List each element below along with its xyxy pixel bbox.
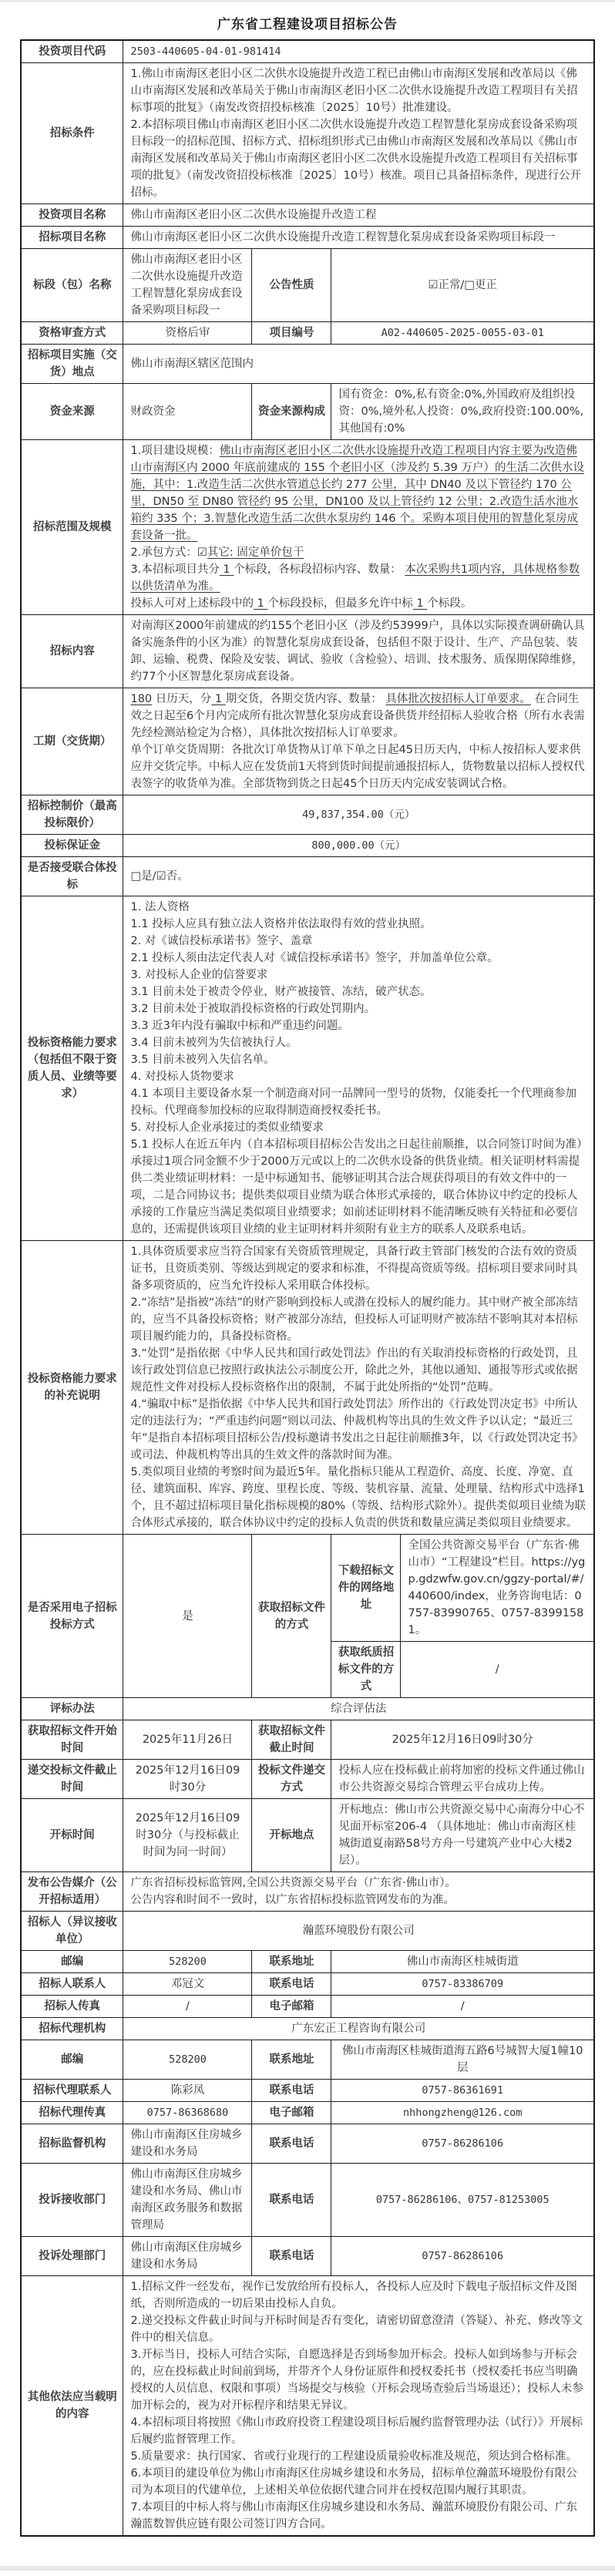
table-row xyxy=(21,40,594,63)
table-row xyxy=(21,795,594,835)
download-url-label: 下载招标文件的网络地址 xyxy=(331,1535,401,1642)
section-name-value: 佛山市南海区老旧小区二次供水设施提升改造工程智慧化泵房成套设备采购项目标段一 xyxy=(123,249,252,322)
table-row xyxy=(21,835,594,857)
table-row xyxy=(21,857,594,896)
tenderer-contact-label: 招标人联系人 xyxy=(21,1973,123,1996)
doc-obtain-end-value: 2025年12月16日09时30分 xyxy=(331,1720,594,1760)
bid-submission-method-label: 投标文件递交方式 xyxy=(252,1760,331,1799)
table-row xyxy=(21,2080,594,2102)
tenderer-value: 瀚蓝环境股份有限公司 xyxy=(123,1912,594,1951)
agency-phone-label: 联系电话 xyxy=(252,2080,331,2102)
paragraph: 2. 对《诚信投标承诺书》签字、盖章 xyxy=(130,935,313,947)
electronic-bidding-label: 是否采用电子招标投标方式 xyxy=(21,1535,123,1698)
control-price-label: 招标控制价（最高投标限价） xyxy=(21,795,123,835)
tenderer-email-value: / xyxy=(331,1996,594,2018)
table-row xyxy=(21,204,594,227)
supervision-phone-value: 0757-86286106 xyxy=(331,2124,594,2164)
paragraph: 3.本招标项目共分 1 个标段，各标段招标内容、数量： 本次采购共1项内容，具体规格参数以供货清单为准。 xyxy=(130,563,580,593)
paragraph: 1.佛山市南海区老旧小区二次供水设施提升改造工程已由佛山市南海区发展和改革局以《佛山市南海区发展和改革局关于佛山市南海区老旧小区二次供水设施提升改造工程项目有关招标事项的批复》（南发改资招投标核准〔2025〕10号）批准建设。 xyxy=(130,68,578,114)
project-number-value: A02-440605-2025-0055-03-01 xyxy=(331,322,594,345)
complaint-receive-label: 投诉接收部门 xyxy=(21,2164,123,2237)
table-row xyxy=(21,1720,594,1760)
table-row xyxy=(21,2164,594,2237)
page-top-edge xyxy=(0,0,615,2)
agency-postcode-value: 528200 xyxy=(123,2040,252,2080)
bid-opening-time-value: 2025年12月16日09时30分（与投标截止时间为同一时间） xyxy=(123,1799,252,1872)
doc-obtain-method-label: 获取招标文件的方式 xyxy=(252,1535,331,1698)
paragraph: 4. 对投标人货物要求 xyxy=(130,1071,234,1083)
evaluation-method-label: 评标办法 xyxy=(21,1698,123,1720)
doc-obtain-end-label: 获取招标文件截止时间 xyxy=(252,1720,331,1760)
qualification-notes-label: 投标资格能力要求的补充说明 xyxy=(21,1241,123,1535)
tender-conditions-label: 招标条件 xyxy=(21,63,123,204)
delivery-period-label: 工期（交货期） xyxy=(21,688,123,795)
complaint-handle-label: 投诉处理部门 xyxy=(21,2237,123,2276)
agency-address-value: 佛山市南海区桂城街道海五路6号城智大厦1幢10层 xyxy=(331,2040,594,2080)
tenderer-postcode-label: 邮编 xyxy=(21,1951,123,1973)
control-price-value: 49,837,354.00（元） xyxy=(123,795,594,835)
paragraph: 6.本项目的建设单位为佛山市南海区住房城乡建设和水务局，招标单位瀚蓝环境股份有限公司为本项目的代建单位，上述相关单位依据代建合同并在授权范围内履行其职责。 xyxy=(130,2467,577,2497)
agency-fax-value: 0757-86368680 xyxy=(123,2102,252,2124)
paragraph: 180 日历天，分 1 期交货，各期交货内容、数量： 具体批次按招标人订单要求。 在合同生效之日起至6个月内完成所有批次智慧化泵房成套设备供货并经招标人验收合格（所有水表需先经检测站检定为合格），具体批次按招标人订单要求。 xyxy=(130,693,585,739)
tender-announcement-table xyxy=(20,39,595,2537)
paragraph: 3.3 近3年内没有骗取中标和严重违约问题。 xyxy=(130,1020,349,1032)
table-row xyxy=(21,1760,594,1799)
table-row xyxy=(21,688,594,795)
bid-opening-time-label: 开标时间 xyxy=(21,1799,123,1872)
bid-opening-place-label: 开标地点 xyxy=(252,1799,331,1872)
agency-address-label: 联系地址 xyxy=(252,2040,331,2080)
paragraph: 4.本招标项目将按照《佛山市政府投资工程建设项目标后履约监督管理办法（试行）》开展标后履约监督管理工作。 xyxy=(130,2416,583,2446)
paragraph: 3. 对投标人企业的信誉要求 xyxy=(130,969,268,981)
table-row xyxy=(21,1535,594,1642)
announcement-nature-label: 公告性质 xyxy=(252,249,331,322)
table-row xyxy=(21,2040,594,2080)
tender-content-label: 招标内容 xyxy=(21,615,123,688)
table-row xyxy=(21,249,594,322)
paragraph: 2.本招标项目佛山市南海区老旧小区二次供水设施提升改造工程智慧化泵房成套设备采购项目标段一的招标范围、招标方式、招标组织形式已由佛山市南海区发展和改革局以《佛山市南海区发展和改革局关于佛山市南海区老旧小区二次供水设施提升改造工程项目有关招标事项的批复》（南发改资招投标核准〔2025〕10号）核准。项目已具备招标条件，现进行公开招标。 xyxy=(130,119,582,199)
table-row xyxy=(21,1973,594,1996)
tender-scope-value xyxy=(123,440,594,615)
doc-obtain-start-value: 2025年11月26日 xyxy=(123,1720,252,1760)
paragraph: 4.1 本项目主要设备水泵一个制造商对同一品牌同一型号的货物，仅能委托一个代理商参加投标。代理商参加投标的应取得制造商授权委托书。 xyxy=(130,1088,577,1117)
fund-composition-label: 资金来源构成 xyxy=(252,384,331,440)
table-row xyxy=(21,2124,594,2164)
table-row xyxy=(21,384,594,440)
table-row xyxy=(21,1996,594,2018)
paragraph: 投标人可对上述标段中的 1 个标段投标，但最多允许中标 1 个标段。 xyxy=(130,597,472,610)
paragraph: 3.1 目前未处于被责令停业，财产被接管、冻结，破产状态。 xyxy=(130,986,432,998)
tender-scope-label: 招标范围及规模 xyxy=(21,440,123,615)
complaint-receive-phone-label: 联系电话 xyxy=(252,2164,331,2237)
page-bottom-edge xyxy=(0,2566,615,2571)
bid-opening-place-value: 开标地点：佛山市公共资源交易中心南海分中心不见面开标室206-4 （具体地址：佛山市南海区桂城街道夏南路58号方舟一号建筑产业中心大楼2层）。 xyxy=(331,1799,594,1872)
doc-obtain-start-label: 获取招标文件开始时间 xyxy=(21,1720,123,1760)
agency-email-value: nhhongzheng@126.com xyxy=(331,2102,594,2124)
qualification-review-label: 资格审查方式 xyxy=(21,322,123,345)
investment-code-value: 2503-440605-04-01-981414 xyxy=(123,40,594,63)
announcement-media-value xyxy=(123,1872,594,1912)
page-title: 广东省工程建设项目招标公告 xyxy=(217,17,398,32)
announcement-media-label: 发布公告媒介（公开招标适用） xyxy=(21,1872,123,1912)
agency-contact-label: 招标代理联系人 xyxy=(21,2080,123,2102)
table-row xyxy=(21,345,594,384)
tender-project-name-value: 佛山市南海区老旧小区二次供水设施提升改造工程智慧化泵房成套设备采购项目标段一 xyxy=(123,227,594,249)
table-row xyxy=(21,1799,594,1872)
section-name-label: 标段（包）名称 xyxy=(21,249,123,322)
qualification-review-value: 资格后审 xyxy=(123,322,252,345)
other-required-content-label: 其他依法应当载明的内容 xyxy=(21,2276,123,2537)
paragraph: 3.开标当日，投标人可结合实际，自愿选择是否到场参加开标会。投标人如到场参与开标会的，应在投标截止时间前到场，并带齐个人身份证原件和授权委托书（授权委托书应当明确授权的人员信息、权限和事项）当场提交与核验（开标会现场查验后当场退还）；投标人未参加开标会的，视为对开标程序和结果无异议。 xyxy=(130,2349,583,2412)
paragraph: 1.项目建设规模：佛山市南海区老旧小区二次供水设施提升改造工程项目内容主要为改造佛山市南海区内 2000 年底前建成的 155 个老旧小区（涉及约 5.39 万户）的生活二次供水设施，其中：1.改造生活二次供水管道总长约 277 公里，其中 DN40 及以下管径约 170 公里，DN50 至 DN80 管径约 95 公里，DN100 及以上管径约 12 公里；2.改造生活水池水箱约 335 个；3.智慧化改造生活二次供水泵房约 146 个。采购本项目使用的智慧化泵房成套设备一批。 xyxy=(130,445,584,542)
bidder-qualification-label: 投标资格能力要求（包括但不限于资质人员、业绩等要求） xyxy=(21,896,123,1241)
delivery-location-label: 招标项目实施（交货）地点 xyxy=(21,345,123,384)
paragraph: 单个订单交货周期：各批次订单货物从订单下单之日起45日历天内，中标人按招标人要求供应并交货完毕。中标人应在发货前1天将到货时间提前通报招标人，货物数量以招标人授权代表签字的收货单为准。全部货物到货之日起45个日历天内完成安装调试合格。 xyxy=(130,744,585,790)
agency-email-label: 电子邮箱 xyxy=(252,2102,331,2124)
table-row xyxy=(21,896,594,1241)
tenderer-address-label: 联系地址 xyxy=(252,1951,331,1973)
table-row xyxy=(21,1698,594,1720)
fund-composition-value: 国有资金：0%,私有资金:0%,外国政府及组织投资：0%,境外私人投资：0%,政府投资:100.00%,其他国有:0% xyxy=(331,384,594,440)
complaint-receive-phone-value: 0757-86286106、0757-81253005 xyxy=(331,2164,594,2237)
table-row xyxy=(21,322,594,345)
bid-bond-value: 800,000.00（元） xyxy=(123,835,594,857)
complaint-handle-value: 佛山市南海区住房城乡建设和水务局 xyxy=(123,2237,252,2276)
project-number-label: 项目编号 xyxy=(252,322,331,345)
supervision-agency-value: 佛山市南海区住房城乡建设和水务局 xyxy=(123,2124,252,2164)
paragraph: 2.“冻结”是指被“冻结”的财产影响到投标人或潜在投标人的履约能力。其中财产被全部冻结的，应当不具备投标资格；财产被部分冻结，但投标人可证明财产被冻结不影响其对本招标项目履约能力的，具备投标资格。 xyxy=(130,1296,578,1343)
table-row xyxy=(21,1241,594,1535)
delivery-period-value xyxy=(123,688,594,795)
table-row xyxy=(21,615,594,688)
complaint-handle-phone-label: 联系电话 xyxy=(252,2237,331,2276)
tenderer-fax-value: / xyxy=(123,1996,252,2018)
paragraph: 4.“骗取中标”是指依据《中华人民共和国行政处罚法》所作出的《行政处罚决定书》中所认定的违法行为；“严重违约问题”则以司法、仲裁机构等出具的生效文件予以认定；“最近三年”是指自本招标项目招标公告/投标邀请书发出之日起往前顺推3年，以《行政处罚决定书》或司法、仲裁机构等出具的生效文件的落款时间为准。 xyxy=(130,1398,583,1461)
tenderer-phone-value: 0757-83386709 xyxy=(331,1973,594,1996)
tenderer-email-label: 电子邮箱 xyxy=(252,1996,331,2018)
paragraph: 5.1 投标人在近五年内（自本招标项目招标公告发出之日起往前顺推，以合同签订时间为准）承接过1项合同金额不少于2000万元或以上的二次供水设备的供货业绩。相关证明材料需提供二类业绩证明材料：一是中标通知书、能够证明其合法合规获得项目的有效文件中的一项，二是合同协议书；提供类似项目业绩为联合体形式承接的，联合体协议中约定的投标人承接的工作量应当满足类似项目业绩要求；如前述证明材料不能清晰反映有关特征和必要信息的，还需提供该项目业绩的业主证明材料并须附有业主方的联系人及联系电话。 xyxy=(130,1138,583,1236)
tender-project-name-label: 招标项目名称 xyxy=(21,227,123,249)
consortium-label: 是否接受联合体投标 xyxy=(21,857,123,896)
paragraph: 2.1 投标人须由法定代表人对《诚信投标承诺书》签字，并加盖单位公章。 xyxy=(130,952,499,964)
table-row xyxy=(21,1951,594,1973)
tenderer-phone-label: 联系电话 xyxy=(252,1973,331,1996)
paragraph: 广东省招标投标监管网,全国公共资源交易平台（广东省·佛山市）。 xyxy=(130,1877,456,1889)
paragraph: 2.承包方式：☑其它: 固定单价包干 xyxy=(130,546,304,559)
fund-source-value: 财政资金 xyxy=(123,384,252,440)
complaint-receive-value: 佛山市南海区住房城乡建设和水务局、佛山市南海区政务服务和数据管理局 xyxy=(123,2164,252,2237)
tenderer-contact-value: 邓冠文 xyxy=(123,1973,252,1996)
paragraph: 3.2 目前未处于被取消投标资格的行政处罚期内。 xyxy=(130,1003,376,1015)
fund-source-label: 资金来源 xyxy=(21,384,123,440)
announcement-nature-checkbox: ☑正常/□更正 xyxy=(331,249,594,322)
table-row xyxy=(21,2018,594,2040)
table-row xyxy=(21,1912,594,1951)
paragraph: 3.5 目前未被列入失信名单。 xyxy=(130,1054,275,1066)
agency-label: 招标代理机构 xyxy=(21,2018,123,2040)
tenderer-fax-label: 招标人传真 xyxy=(21,1996,123,2018)
paragraph: 1. 法人资格 xyxy=(130,901,190,913)
investment-code-label: 投资项目代码 xyxy=(21,40,123,63)
table-row xyxy=(21,2237,594,2276)
agency-phone-value: 0757-86361691 xyxy=(331,2080,594,2102)
complaint-handle-phone-value: 0757-86286106 xyxy=(331,2237,594,2276)
investment-project-name-value: 佛山市南海区老旧小区二次供水设施提升改造工程 xyxy=(123,204,594,227)
bid-submission-method-value: 投标人应在投标截止前将加密的投标文件通过佛山市公共资源交易综合管理云平台成功上传。 xyxy=(331,1760,594,1799)
paragraph: 1.1 投标人应具有独立法人资格并依法取得有效的营业执照。 xyxy=(130,918,432,930)
bidder-qualification-value xyxy=(123,896,594,1241)
investment-project-name-label: 投资项目名称 xyxy=(21,204,123,227)
table-row xyxy=(21,227,594,249)
delivery-location-value: 佛山市南海区辖区范围内 xyxy=(123,345,594,384)
bid-submission-deadline-value: 2025年12月16日09时30分 xyxy=(123,1760,252,1799)
consortium-checkbox: □是/☑否。 xyxy=(123,857,594,896)
download-url-value: 全国公共资源交易平台（广东省·佛山市）“工程建设”栏目。https://ygp.gdzwfw.gov.cn/ggzy-portal/#/440600/index，业务咨询电话：0757-83990765、0757-83991581。 xyxy=(401,1535,594,1642)
paragraph: 5.质量要求：执行国家、省或行业现行的工程建设质量验收标准及规范，须达到合格标准。 xyxy=(130,2450,577,2463)
tenderer-address-value: 佛山市南海区桂城街道 xyxy=(331,1951,594,1973)
paragraph: 1.具体资质要求应当符合国家有关资质管理规定，具备行政主管部门核发的合法有效的资质证书，且资质类别、等级达到规定的要求和标准，不得提高资质等级。招标项目要求同时具备多项资质的，应当允许投标人采用联合体投标。 xyxy=(130,1246,578,1292)
qualification-notes-value xyxy=(123,1241,594,1535)
paragraph: 3.“处罚”是指依据《中华人民共和国行政处罚法》作出的有关取消投标资格的行政处罚，且该行政处罚信息已按照行政执法公示制度公开，除此之外，其他以通知、通报等形式或依据规范性文件对投标人投标资格作出的限制，不属于此处所指的“处罚”范畴。 xyxy=(130,1347,578,1394)
agency-value: 广东宏正工程咨询有限公司 xyxy=(123,2018,594,2040)
table-row xyxy=(21,63,594,204)
paragraph: 3.4 目前未被列为失信被执行人。 xyxy=(130,1037,297,1049)
paper-doc-method-label: 获取纸质招标文件的方式 xyxy=(331,1642,401,1698)
tender-conditions-value xyxy=(123,63,594,204)
paragraph: 7.本项目的中标人将与佛山市南海区住房城乡建设和水务局、瀚蓝环境股份有限公司、广东瀚蓝数智供应链有限公司签订四方合同。 xyxy=(130,2501,577,2531)
table-row xyxy=(21,2276,594,2537)
table-row xyxy=(21,440,594,615)
tenderer-postcode-value: 528200 xyxy=(123,1951,252,1973)
agency-fax-label: 招标代理传真 xyxy=(21,2102,123,2124)
evaluation-method-value: 综合评估法 xyxy=(123,1698,594,1720)
paragraph: 5. 对投标人企业承接过的类似业绩要求 xyxy=(130,1122,324,1134)
bid-bond-label: 投标保证金 xyxy=(21,835,123,857)
other-required-content-value xyxy=(123,2276,594,2537)
paper-doc-method-value: / xyxy=(401,1642,594,1698)
agency-postcode-label: 邮编 xyxy=(21,2040,123,2080)
bid-submission-deadline-label: 递交投标文件截止时间 xyxy=(21,1760,123,1799)
paragraph: 1.招标文件一经发布，视作已发放给所有投标人，各投标人应及时下载电子版招标文件及图纸，否则所造成的一切后果由投标人自负。 xyxy=(130,2281,577,2310)
paragraph: 公告内容和时间不一致时，以广东省招标投标监管网发布的为准。 xyxy=(130,1894,455,1906)
supervision-agency-label: 招标监督机构 xyxy=(21,2124,123,2164)
table-row xyxy=(21,2102,594,2124)
electronic-bidding-value: 是 xyxy=(123,1535,252,1698)
table-row xyxy=(21,1872,594,1912)
supervision-phone-label: 联系电话 xyxy=(252,2124,331,2164)
tender-content-value: 对南海区2000年前建成的约155个老旧小区（涉及约53999户，具体以实际摸查调研确认具备实施条件的小区为准）的智慧化泵房成套设备，包括但不限于设计、生产、产品包装、装卸、运输、税费、保险及安装、调试、验收（含检验）、培训、技术服务、质保期保障维修，约77个小区智慧化泵房成套设备。 xyxy=(123,615,594,688)
paragraph: 2.递交投标文件截止时间与开标时间是否有变化，请密切留意澄清（答疑）、补充、修改等文件中的相关信息。 xyxy=(130,2315,583,2344)
agency-contact-value: 陈彩凤 xyxy=(123,2080,252,2102)
tenderer-label: 招标人（异议接收单位） xyxy=(21,1912,123,1951)
paragraph: 5.类似项目业绩的考察时间为最近5年。量化指标只能从工程造价、高度、长度、净宽、直径、建筑面积、库容、跨度、里程长度、等级、装机容量、流量、处理量、结构形式中选择1个，且不超过招标项目量化指标规模的80%（等级、结构形式除外）。提供类似项目业绩为联合体形式承接的，联合体协议中约定的投标人负责的供货和数量应满足类似项目业绩要求。 xyxy=(130,1466,586,1529)
